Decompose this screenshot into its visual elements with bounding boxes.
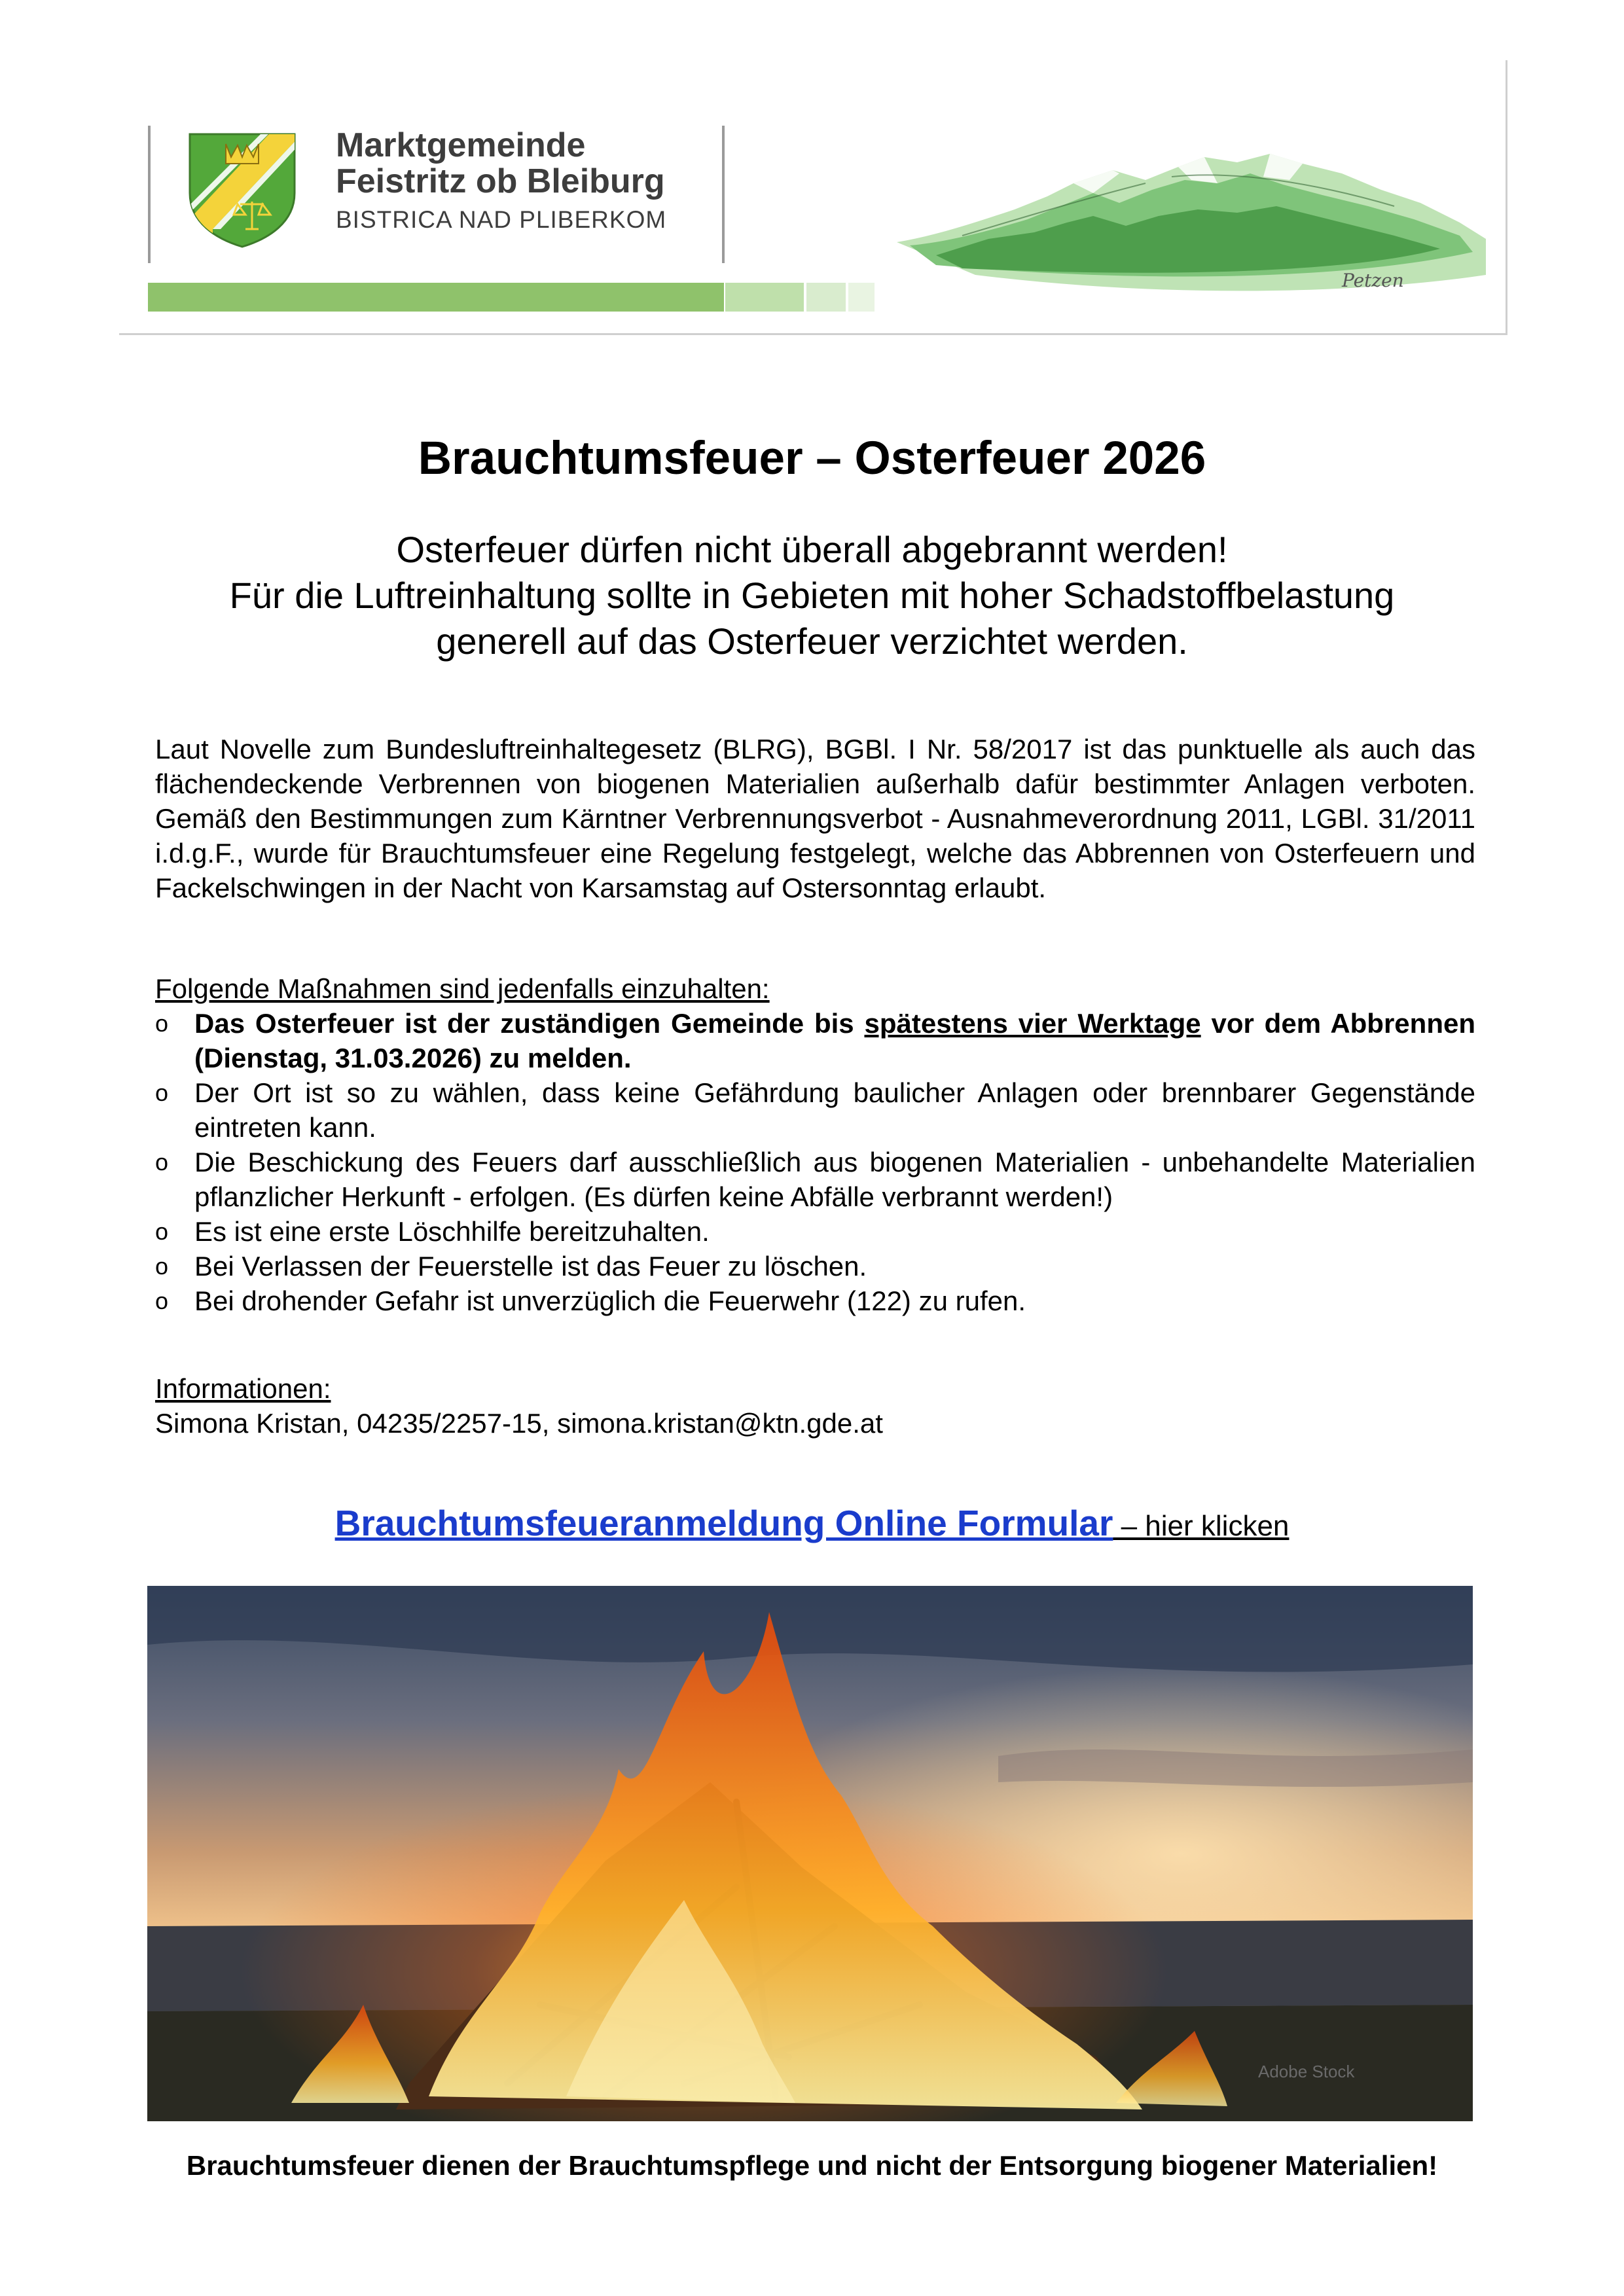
page-title: Brauchtumsfeuer – Osterfeuer 2026 (418, 433, 1206, 484)
organization-block (336, 128, 666, 234)
list-item (155, 1075, 1475, 1145)
bullet-icon: o (155, 1218, 169, 1245)
photo-credit: Adobe Stock (1258, 2062, 1355, 2081)
bullet-icon: o (155, 1010, 169, 1037)
org-name-line1: Marktgemeinde (336, 126, 586, 164)
municipal-crest-icon (187, 131, 298, 249)
header-green-bar-segment (806, 283, 846, 312)
measure-deadline: spätestens vier Werktage (864, 1008, 1201, 1039)
mountain-label: Petzen (1342, 270, 1404, 291)
header-divider-right (722, 126, 725, 263)
intro-line: Für die Luftreinhaltung sollte in Gebieten mit hoher Schadstoffbelastung (229, 575, 1395, 616)
list-item (155, 1145, 1475, 1214)
header-green-bar-segment (725, 283, 804, 312)
bullet-icon: o (155, 1079, 169, 1106)
org-name-line2: Feistritz ob Bleiburg (336, 162, 665, 201)
list-item (155, 1214, 1475, 1249)
bullet-icon: o (155, 1149, 169, 1175)
petzen-mountain-illustration (897, 144, 1486, 314)
info-heading: Informationen: (155, 1373, 331, 1404)
measures-list (155, 1006, 1475, 1318)
org-name-slovene: BISTRICA NAD PLIBERKOM (336, 206, 667, 234)
intro-line: generell auf das Osterfeuer verzichtet werden. (436, 620, 1188, 662)
header-green-bar-main (148, 283, 724, 312)
click-here-link[interactable]: – hier klicken (1113, 1510, 1290, 1542)
measure-text: Bei drohender Gefahr ist unverzüglich die Feuerwehr (122) zu rufen. (194, 1285, 1026, 1316)
measure-text: Der Ort ist so zu wählen, dass keine Gefährdung baulicher Anlagen oder brennbarer Gegenstände eintreten kann. (194, 1077, 1475, 1143)
legal-paragraph: Laut Novelle zum Bundesluftreinhaltegesetz (BLRG), BGBl. I Nr. 58/2017 ist das punktuelle als auch das flächendeckende Verbrennen von biogenen Materialien außerhalb dafür bestimmter Anlagen verboten. Gemäß den Bestimmungen zum Kärntner Verbrennungsverbot - Ausnahmeverordnung 2011, LGBl. 31/2011 i.d.g.F., wurde für Brauchtumsfeuer eine Regelung festgelegt, welche das Abbrennen von Osterfeuern und Fackelschwingen in der Nacht von Karsamstag auf Ostersonntag erlaubt. (155, 734, 1475, 903)
measure-text: Das Osterfeuer ist der zuständigen Gemeinde bis (194, 1008, 865, 1039)
intro-line: Osterfeuer dürfen nicht überall abgebrannt werden! (396, 529, 1228, 570)
header-divider-left (148, 126, 151, 263)
measures-heading: Folgende Maßnahmen sind jedenfalls einzuhalten: (155, 973, 770, 1004)
list-item (155, 1006, 1475, 1075)
intro-block (0, 527, 1624, 664)
list-item (155, 1249, 1475, 1283)
measure-text: vor dem Abbrennen (Dienstag, 31.03.2026) zu melden. (194, 1008, 1475, 1073)
online-form-line (0, 1502, 1624, 1544)
header-green-bar-segment (848, 283, 875, 312)
bullet-icon: o (155, 1253, 169, 1280)
measure-text: Die Beschickung des Feuers darf ausschließlich aus biogenen Materialien - unbehandelte Materialien pflanzlicher Herkunft - erfolgen. (Es dürfen keine Abfälle verbrannt werden!) (194, 1147, 1475, 1212)
contact-details[interactable]: Simona Kristan, 04235/2257-15, simona.kristan@ktn.gde.at (155, 1408, 883, 1439)
online-form-link[interactable]: Brauchtumsfeueranmeldung Online Formular (334, 1503, 1113, 1543)
measure-text: Es ist eine erste Löschhilfe bereitzuhalten. (194, 1216, 710, 1247)
measure-text: Bei Verlassen der Feuerstelle ist das Feuer zu löschen. (194, 1251, 867, 1282)
list-item (155, 1283, 1475, 1318)
bullet-icon: o (155, 1287, 169, 1314)
bonfire-photo (147, 1586, 1473, 2121)
footer-note: Brauchtumsfeuer dienen der Brauchtumspflege und nicht der Entsorgung biogener Materialien! (186, 2150, 1438, 2181)
